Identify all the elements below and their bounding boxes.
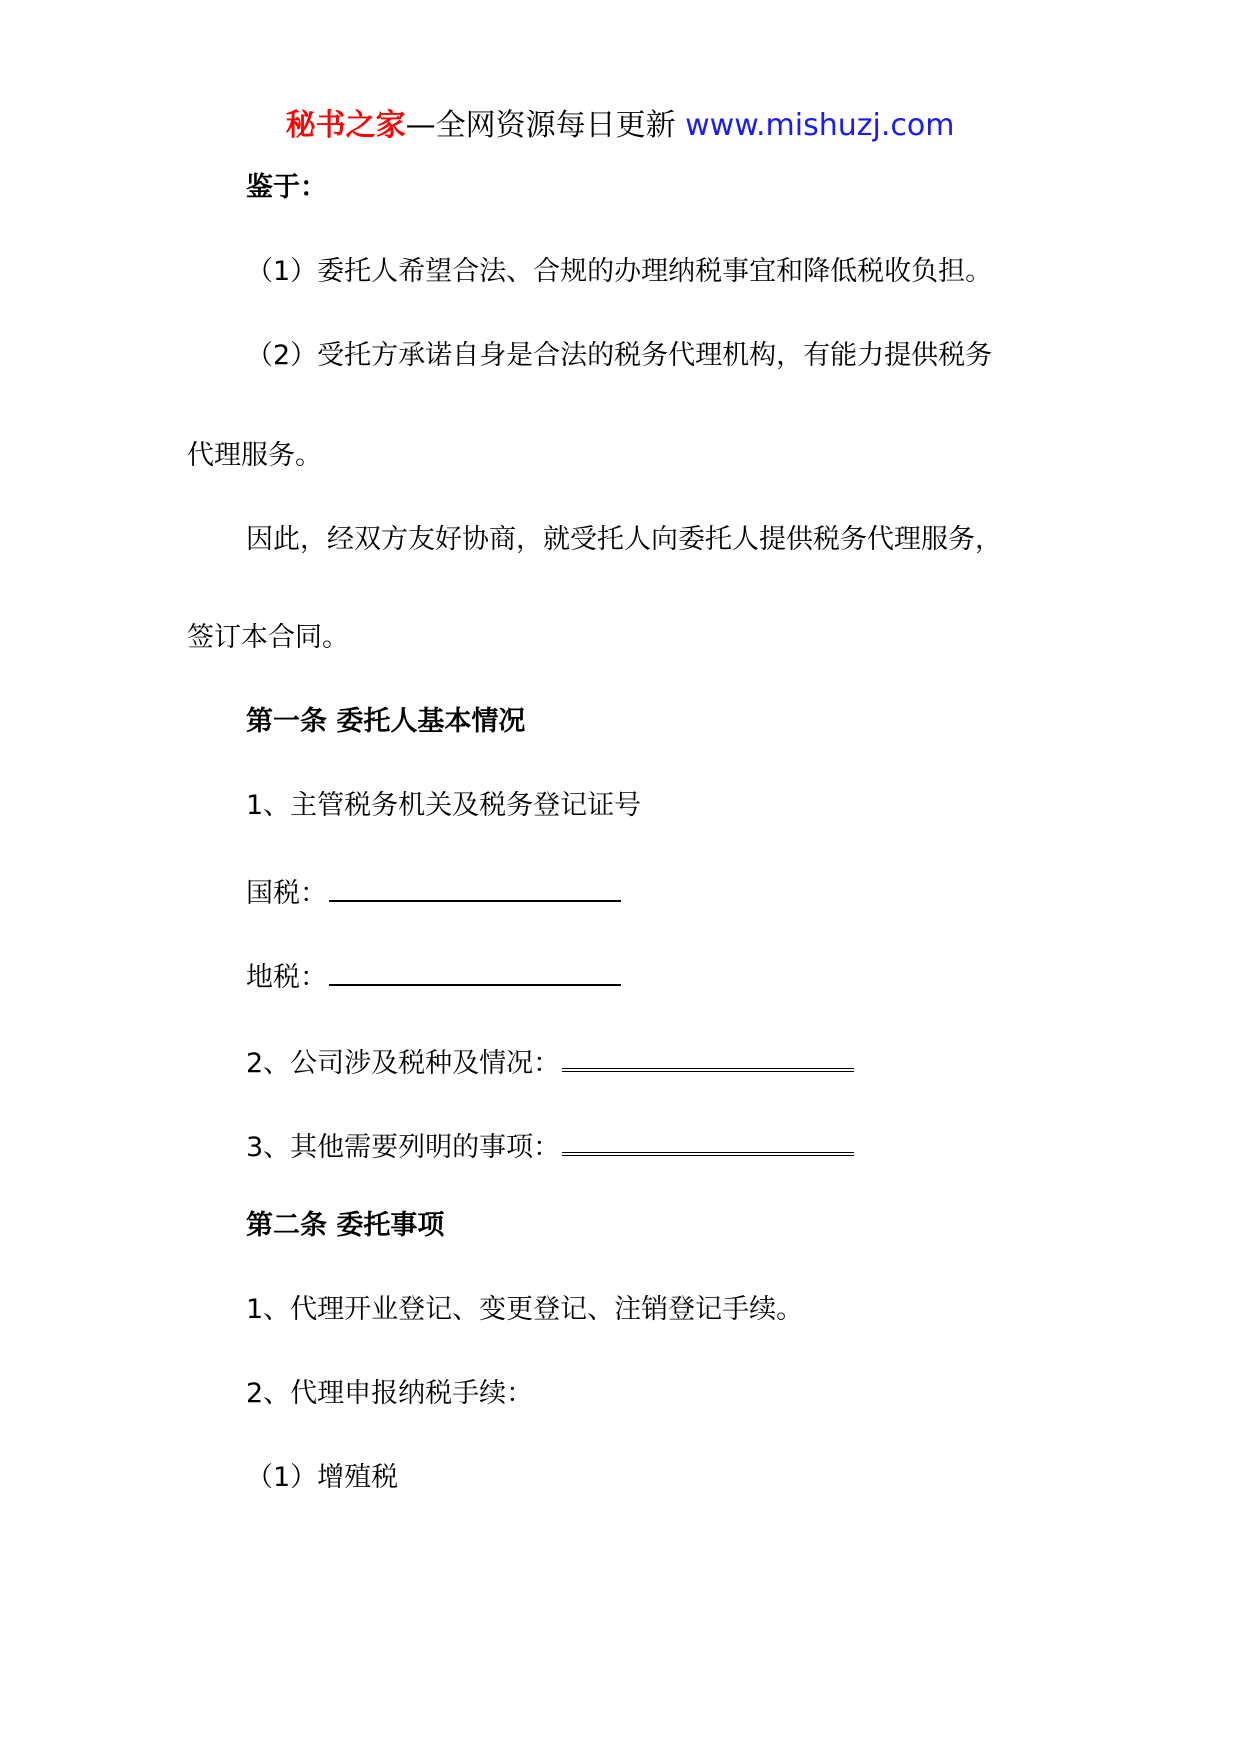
- national-tax-row: [246, 870, 621, 914]
- whereas-item-2: （2）受托方承诺自身是合法的税务代理机构，有能力提供税务: [246, 340, 993, 371]
- article-1-title: 第一条 委托人基本情况: [246, 706, 526, 737]
- other-items-blank: [562, 1122, 854, 1156]
- therefore-paragraph: 因此，经双方友好协商，就受托人向委托人提供税务代理服务，: [246, 524, 1002, 555]
- whereas-item-1: （1）委托人希望合法、合规的办理纳税事宜和降低税收负担。: [246, 256, 993, 287]
- page-header: [0, 104, 1240, 148]
- article-1-item-2-row: [246, 1038, 854, 1084]
- local-tax-blank: [329, 954, 621, 986]
- article-2-title: 第二条 委托事项: [246, 1210, 445, 1241]
- national-tax-blank: [329, 870, 621, 902]
- therefore-paragraph-continuation: 签订本合同。: [187, 622, 349, 653]
- header-slogan: —全网资源每日更新: [405, 108, 686, 143]
- article-1-item-2: 2、公司涉及税种及情况：: [246, 1048, 561, 1079]
- national-tax-label: 国税：: [246, 878, 327, 909]
- article-2-item-1: 1、代理开业登记、变更登记、注销登记手续。: [246, 1294, 804, 1325]
- whereas-heading: 鉴于：: [246, 172, 327, 203]
- local-tax-label: 地税：: [246, 962, 327, 993]
- article-2-sub-item-1: （1）增殖税: [246, 1462, 399, 1493]
- article-1-item-1: 1、主管税务机关及税务登记证号: [246, 790, 642, 821]
- brand-name: 秘书之家: [285, 108, 406, 143]
- article-1-item-3: 3、其他需要列明的事项：: [246, 1132, 561, 1163]
- whereas-item-2-continuation: 代理服务。: [187, 440, 322, 471]
- article-1-item-3-row: [246, 1122, 854, 1168]
- tax-types-blank: [562, 1038, 854, 1072]
- site-url-link[interactable]: www.mishuzj.com: [685, 108, 955, 143]
- local-tax-row: [246, 954, 621, 998]
- article-2-item-2: 2、代理申报纳税手续：: [246, 1378, 534, 1409]
